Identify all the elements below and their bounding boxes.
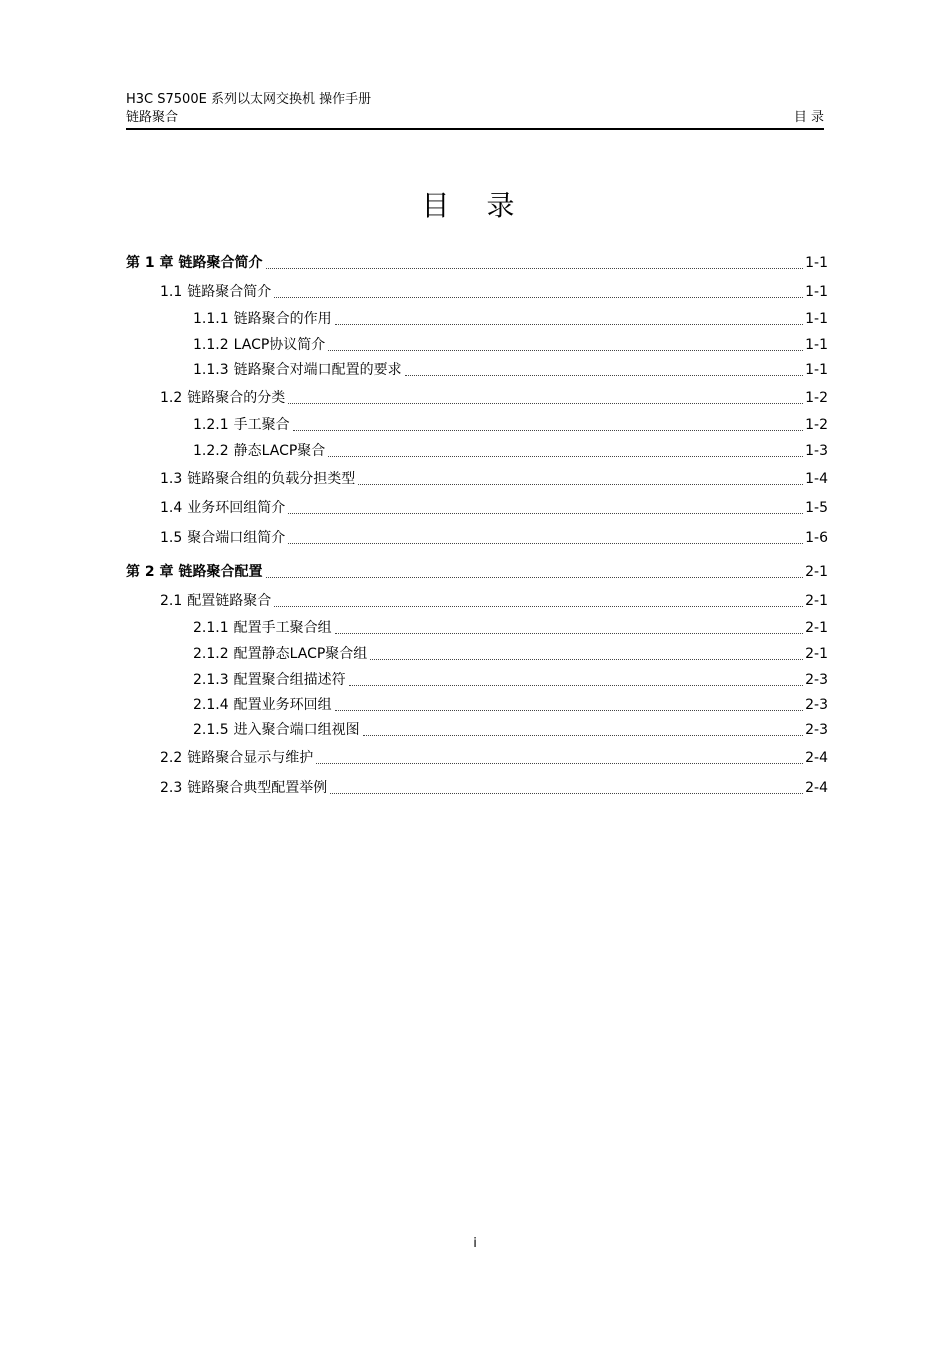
toc-entry-number: 1.1.3 [193, 362, 229, 378]
header-row-2 [126, 109, 824, 127]
toc-entry-number: 2.1.5 [193, 722, 229, 738]
toc-leader-dots [293, 429, 804, 431]
toc-entry-page: 1-3 [805, 443, 828, 459]
toc-entry-label [193, 617, 332, 639]
toc-entry-number: 2.1.1 [193, 620, 229, 636]
toc-entry-label [193, 334, 325, 356]
toc-entry-page: 1-2 [805, 390, 828, 406]
toc-entry-text: 配置手工聚合组 [233, 620, 332, 636]
toc-entry[interactable] [126, 561, 828, 583]
toc-entry-text: 手工聚合 [233, 417, 290, 433]
toc-leader-dots [274, 605, 803, 607]
toc-entry-number: 2.1.3 [193, 672, 229, 688]
toc-leader-dots [349, 684, 804, 686]
toc-leader-dots [358, 483, 803, 485]
toc-entry-label [193, 359, 402, 381]
toc-entry-text: 链路聚合简介 [178, 255, 263, 271]
toc-entry-page: 2-3 [805, 697, 828, 713]
toc-leader-dots [405, 374, 804, 376]
toc-entry-text: 链路聚合组的负载分担类型 [187, 471, 356, 487]
toc-leader-dots [335, 709, 804, 711]
toc-entry-number: 1.4 [160, 500, 183, 516]
toc-entry-text: 链路聚合配置 [178, 564, 263, 580]
toc-entry-text: 配置聚合组描述符 [233, 672, 346, 688]
toc-entry-page: 2-1 [805, 593, 828, 609]
toc-entry-text: 配置业务环回组 [233, 697, 332, 713]
page-number: i [473, 1236, 477, 1251]
toc-entry-page: 1-2 [805, 417, 828, 433]
toc-entry[interactable] [126, 719, 828, 741]
toc-leader-dots [370, 658, 803, 660]
toc-entry-text: LACP协议简介 [233, 337, 326, 353]
toc-entry-number: 2.3 [160, 780, 183, 796]
toc-entry[interactable] [126, 497, 828, 519]
toc-entry[interactable] [126, 617, 828, 639]
toc-entry-label [193, 669, 346, 691]
toc-entry-label [193, 719, 360, 741]
toc-entry-label [160, 281, 271, 303]
toc-entry-label [160, 497, 285, 519]
toc-entry-number: 1.1.2 [193, 337, 229, 353]
toc-entry[interactable] [126, 359, 828, 381]
toc-entry-text: 链路聚合典型配置举例 [187, 780, 328, 796]
toc-entry[interactable] [126, 308, 828, 330]
toc-leader-dots [288, 542, 803, 544]
toc-entry-text: 配置链路聚合 [187, 593, 272, 609]
toc-leader-dots [335, 323, 804, 325]
toc-entry[interactable] [126, 414, 828, 436]
toc-entry-page: 1-5 [805, 500, 828, 516]
toc-entry-text: 业务环回组简介 [187, 500, 286, 516]
toc-entry-label [160, 387, 285, 409]
toc-entry-page: 2-1 [805, 646, 828, 662]
toc-leader-dots [274, 296, 803, 298]
toc-entry-label [126, 252, 263, 274]
toc-entry-number: 2.1.2 [193, 646, 229, 662]
toc-entry-page: 1-4 [805, 471, 828, 487]
header-product: H3C S7500E 系列以太网交换机 操作手册 [126, 92, 372, 107]
toc-entry[interactable] [126, 468, 828, 490]
toc-leader-dots [330, 792, 803, 794]
header-chapter: 链路聚合 [126, 110, 179, 125]
toc-entry[interactable] [126, 747, 828, 769]
toc-entry-page: 2-3 [805, 672, 828, 688]
toc-entry[interactable] [126, 440, 828, 462]
toc-entry-label [193, 414, 290, 436]
toc-entry-label [160, 468, 355, 490]
toc-entry[interactable] [126, 590, 828, 612]
toc-entry-text: 静态LACP聚合 [233, 443, 326, 459]
toc-entry[interactable] [126, 694, 828, 716]
toc-leader-dots [363, 734, 804, 736]
toc-entry-number: 2.1 [160, 593, 183, 609]
toc-entry-page: 1-1 [805, 311, 828, 327]
toc-entry-text: 链路聚合对端口配置的要求 [233, 362, 402, 378]
toc-entry-label [193, 643, 367, 665]
toc-leader-dots [335, 632, 804, 634]
toc-entry[interactable] [126, 527, 828, 549]
toc-entry[interactable] [126, 643, 828, 665]
toc-entry-page: 1-1 [805, 362, 828, 378]
toc-entry-page: 2-1 [805, 620, 828, 636]
toc-entry-number: 1.1 [160, 284, 183, 300]
toc-entry-label [193, 308, 332, 330]
toc-entry-text: 链路聚合显示与维护 [187, 750, 314, 766]
toc-leader-dots [328, 349, 803, 351]
toc-entry-label [160, 777, 327, 799]
header-section: 目 录 [793, 110, 824, 125]
toc-entry-number: 1.5 [160, 530, 183, 546]
toc-entry-text: 链路聚合的作用 [233, 311, 332, 327]
toc-entry-label [193, 694, 332, 716]
toc-leader-dots [266, 576, 804, 578]
toc-entry-page: 1-1 [805, 284, 828, 300]
toc-entry-page: 2-3 [805, 722, 828, 738]
toc-entry-page: 2-1 [805, 564, 828, 580]
toc-entry-label [160, 747, 313, 769]
toc-entry-text: 链路聚合简介 [187, 284, 272, 300]
toc-entry-label [160, 527, 285, 549]
toc-entry-number: 1.3 [160, 471, 183, 487]
toc-leader-dots [328, 455, 803, 457]
toc-entry[interactable] [126, 669, 828, 691]
toc-entry-page: 1-6 [805, 530, 828, 546]
toc-entry-label [160, 590, 271, 612]
header-rule [126, 128, 824, 130]
toc-entry-text: 链路聚合的分类 [187, 390, 286, 406]
toc-entry-page: 2-4 [805, 750, 828, 766]
toc-entry-number: 1.2.1 [193, 417, 229, 433]
toc-entry[interactable] [126, 387, 828, 409]
toc-entry-number: 1.2 [160, 390, 183, 406]
toc-entry-label [126, 561, 263, 583]
toc-entry-page: 1-1 [805, 337, 828, 353]
toc-entry[interactable] [126, 777, 828, 799]
toc-entry-page: 2-4 [805, 780, 828, 796]
page-title: 目 录 [421, 189, 529, 222]
toc-entry-number: 2.2 [160, 750, 183, 766]
toc-entry[interactable] [126, 252, 828, 274]
toc-entry-number: 第 2 章 [126, 564, 174, 580]
toc-leader-dots [266, 267, 804, 269]
header-row-1 [126, 91, 824, 109]
toc-entry-text: 聚合端口组简介 [187, 530, 286, 546]
toc-entry-page: 1-1 [805, 255, 828, 271]
toc-entry[interactable] [126, 334, 828, 356]
toc-entry-label [193, 440, 325, 462]
toc-leader-dots [316, 762, 803, 764]
toc-leader-dots [288, 512, 803, 514]
toc-entry-number: 2.1.4 [193, 697, 229, 713]
toc-leader-dots [288, 402, 803, 404]
toc-entry-number: 第 1 章 [126, 255, 174, 271]
toc-entry-text: 配置静态LACP聚合组 [233, 646, 368, 662]
toc-entry[interactable] [126, 281, 828, 303]
page-header [126, 91, 824, 127]
toc-entry-number: 1.2.2 [193, 443, 229, 459]
toc-entry-number: 1.1.1 [193, 311, 229, 327]
toc-entry-text: 进入聚合端口组视图 [233, 722, 360, 738]
